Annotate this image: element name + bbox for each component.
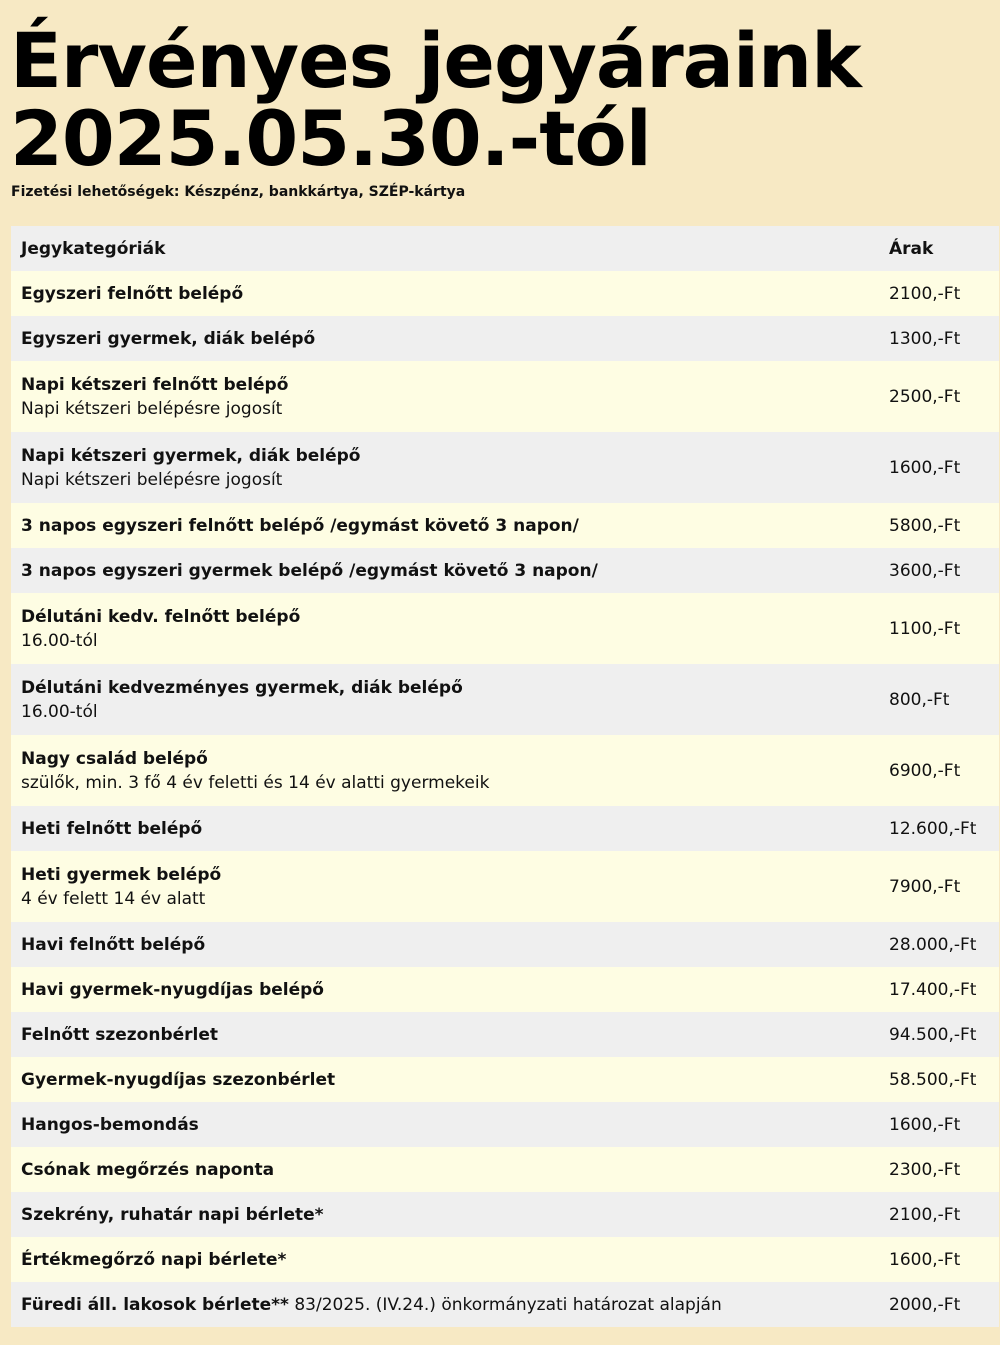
ticket-price: 1600,-Ft [889, 1114, 961, 1135]
ticket-price: 2300,-Ft [889, 1159, 961, 1180]
ticket-note: 16.00-tól [21, 701, 98, 722]
ticket-price: 28.000,-Ft [889, 934, 977, 955]
ticket-category-cell [11, 1237, 889, 1282]
payment-options: Fizetési lehetőségek: Készpénz, bankkártya, SZÉP-kártya [11, 184, 466, 200]
title-line-1: Érvényes jegyáraink [10, 16, 861, 105]
ticket-price: 12.600,-Ft [889, 818, 977, 839]
ticket-category-cell [11, 503, 889, 548]
table-row [11, 967, 999, 1012]
ticket-price: 2100,-Ft [889, 1204, 961, 1225]
ticket-name: Gyermek-nyugdíjas szezonbérlet [21, 1069, 336, 1090]
ticket-price: 5800,-Ft [889, 515, 961, 536]
ticket-name: Délutáni kedvezményes gyermek, diák belépő [21, 677, 463, 698]
ticket-price: 1100,-Ft [889, 618, 961, 639]
ticket-name: Csónak megőrzés naponta [21, 1159, 275, 1180]
ticket-category-cell [11, 1147, 889, 1192]
ticket-name: Délutáni kedv. felnőtt belépő [21, 606, 301, 627]
ticket-category-cell [11, 1102, 889, 1147]
ticket-price: 1600,-Ft [889, 1249, 961, 1270]
table-row [11, 664, 999, 735]
ticket-note: 16.00-tól [21, 630, 98, 651]
ticket-category-cell [11, 1057, 889, 1102]
ticket-price: 94.500,-Ft [889, 1024, 977, 1045]
ticket-price: 58.500,-Ft [889, 1069, 977, 1090]
ticket-category-cell [11, 806, 889, 851]
ticket-category-cell [11, 1192, 889, 1237]
table-row [11, 316, 999, 361]
ticket-category-cell [11, 271, 889, 316]
ticket-category-cell [11, 593, 889, 664]
ticket-name: Heti felnőtt belépő [21, 818, 203, 839]
table-row [11, 1147, 999, 1192]
ticket-category-cell [11, 664, 889, 735]
ticket-price: 800,-Ft [889, 689, 950, 710]
ticket-price: 3600,-Ft [889, 560, 961, 581]
table-row [11, 432, 999, 503]
table-row [11, 503, 999, 548]
ticket-price: 6900,-Ft [889, 760, 961, 781]
table-row [11, 361, 999, 432]
ticket-note: Napi kétszeri belépésre jogosít [21, 398, 283, 419]
ticket-price: 1300,-Ft [889, 328, 961, 349]
table-row [11, 593, 999, 664]
ticket-category-cell [11, 967, 889, 1012]
table-row [11, 548, 999, 593]
ticket-category-cell [11, 361, 889, 432]
ticket-price: 2500,-Ft [889, 386, 961, 407]
table-body [11, 271, 999, 1327]
ticket-name: Napi kétszeri felnőtt belépő [21, 374, 289, 395]
title-line-2: 2025.05.30.-tól [10, 94, 651, 183]
column-header-price: Árak [889, 226, 999, 271]
price-table [11, 226, 999, 1327]
table-header-row [11, 226, 999, 271]
table-row [11, 1012, 999, 1057]
ticket-name: Értékmegőrző napi bérlete* [21, 1249, 287, 1270]
ticket-price: 2000,-Ft [889, 1294, 961, 1315]
ticket-category-cell [11, 432, 889, 503]
table-row [11, 1237, 999, 1282]
ticket-name: Egyszeri felnőtt belépő [21, 283, 244, 304]
ticket-note: szülők, min. 3 fő 4 év feletti és 14 év alatti gyermekeik [21, 772, 490, 793]
ticket-note: 4 év felett 14 év alatt [21, 888, 206, 909]
ticket-name: Egyszeri gyermek, diák belépő [21, 328, 316, 349]
table-row [11, 1057, 999, 1102]
ticket-name: Heti gyermek belépő [21, 864, 222, 885]
table-row [11, 1282, 999, 1327]
ticket-name: Szekrény, ruhatár napi bérlete* [21, 1204, 324, 1225]
table-row [11, 271, 999, 316]
table-row [11, 1102, 999, 1147]
ticket-name: Havi gyermek-nyugdíjas belépő [21, 979, 324, 1000]
ticket-category-cell [11, 1282, 889, 1327]
ticket-price: 7900,-Ft [889, 876, 961, 897]
ticket-name: Nagy család belépő [21, 748, 208, 769]
ticket-name: Napi kétszeri gyermek, diák belépő [21, 445, 361, 466]
ticket-name: Füredi áll. lakosok bérlete** [21, 1294, 289, 1315]
ticket-category-cell [11, 922, 889, 967]
ticket-category-cell [11, 548, 889, 593]
ticket-category-cell [11, 735, 889, 806]
ticket-price: 2100,-Ft [889, 283, 961, 304]
page-title [10, 16, 861, 183]
ticket-name: 3 napos egyszeri gyermek belépő /egymást követő 3 napon/ [21, 560, 598, 581]
ticket-price: 17.400,-Ft [889, 979, 977, 1000]
ticket-name: Havi felnőtt belépő [21, 934, 206, 955]
table-row [11, 1192, 999, 1237]
ticket-price: 1600,-Ft [889, 457, 961, 478]
ticket-category-cell [11, 316, 889, 361]
table-row [11, 922, 999, 967]
table-row [11, 851, 999, 922]
ticket-name: Felnőtt szezonbérlet [21, 1024, 219, 1045]
column-header-category: Jegykategóriák [11, 226, 889, 271]
ticket-category-cell [11, 851, 889, 922]
ticket-inline-note: 83/2025. (IV.24.) önkormányzati határozat alapján [294, 1294, 722, 1315]
ticket-category-cell [11, 1012, 889, 1057]
table-row [11, 735, 999, 806]
table-row [11, 806, 999, 851]
ticket-name: 3 napos egyszeri felnőtt belépő /egymást követő 3 napon/ [21, 515, 579, 536]
ticket-name: Hangos-bemondás [21, 1114, 199, 1135]
ticket-note: Napi kétszeri belépésre jogosít [21, 469, 283, 490]
